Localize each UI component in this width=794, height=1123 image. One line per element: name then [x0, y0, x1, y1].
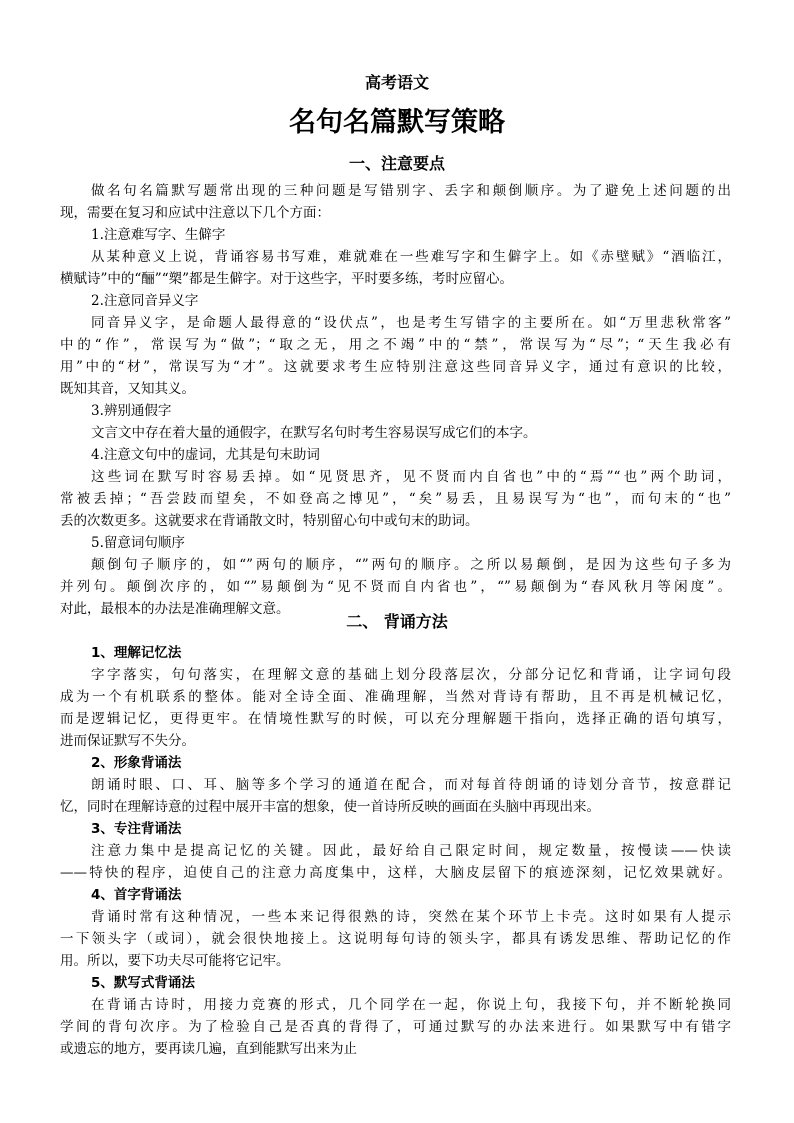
paragraph-line: 背诵时常有这种情况，一些本来记得很熟的诗，突然在某个环节上卡壳。这时如果有人提示	[91, 909, 731, 925]
paragraph-line: 进而保证默写不失分。	[60, 733, 195, 749]
method-heading: 2、形象背诵法	[91, 755, 182, 771]
method-heading: 4、首字背诵法	[91, 887, 182, 903]
paragraph-line: 既知其音，又知其义。	[60, 381, 195, 397]
paragraph-line: 注意力集中是提高记忆的关键。因此，最好给自己限定时间，规定数量，按慢读——快读	[91, 843, 731, 859]
paragraph-line: 学间的背句次序。为了检验自己是否真的背得了，可通过默写的办法来进行。如果默写中有错字	[60, 1019, 731, 1035]
subject-heading: 高考语文	[364, 73, 429, 92]
paragraph-line: 忆，同时在理解诗意的过程中展开丰富的想象，使一首诗所反映的画面在头脑中再现出来。	[60, 799, 600, 815]
paragraph-line: 对此，最根本的办法是准确理解文意。	[60, 601, 290, 617]
paragraph-line: 这些词在默写时容易丢掉。如“见贤思齐，见不贤而内自省也”中的“焉”“也”两个助词，	[91, 469, 731, 485]
item-heading: 5.留意词句顺序	[91, 535, 185, 551]
paragraph-line: 用”中的“材”，常误写为“才”。这就要求考生应特别注意这些同音异义字，通过有意识的比较，	[60, 359, 731, 375]
paragraph-line: 或遗忘的地方，要再读几遍，直到能默写出来为止	[60, 1041, 357, 1057]
paragraph-line: 丢的次数更多。这就要求在背诵散文时，特别留心句中或句末的助词。	[60, 513, 479, 529]
paragraph-line: 现，需要在复习和应试中注意以下几个方面：	[60, 205, 330, 221]
paragraph-line: 而是逻辑记忆，更得更牢。在情境性默写的时候，可以充分理解题干指向，选择正确的语句填写，	[60, 711, 731, 727]
method-heading: 1、理解记忆法	[91, 645, 182, 661]
paragraph-line: 文言文中存在着大量的通假字，在默写名句时考生容易误写成它们的本字。	[91, 425, 537, 441]
paragraph-line: 在背诵古诗时，用接力竞赛的形式，几个同学在一起，你说上句，我接下句，并不断轮换同	[91, 997, 731, 1013]
item-heading: 2.注意同音异义字	[91, 293, 199, 309]
paragraph-line: 做名句名篇默写题常出现的三种问题是写错别字、丢字和颠倒顺序。为了避免上述问题的出	[91, 183, 731, 199]
paragraph-line: 横赋诗”中的“酾”“槊”都是生僻字。对于这些字，平时要多练，考时应留心。	[60, 271, 514, 287]
paragraph-line: 同音异义字，是命题人最得意的“设伏点”，也是考生写错字的主要所在。如“万里悲秋常客”	[91, 315, 731, 331]
section-heading-2: 二、 背诵方法	[346, 612, 448, 631]
paragraph-line: 朗诵时眼、口、耳、脑等多个学习的通道在配合，而对每首待朗诵的诗划分音节，按意群记	[91, 777, 731, 793]
paragraph-line: 一下领头字（或词），就会很快地接上。这说明每句诗的领头字，都具有诱发思维、帮助记忆的作	[60, 931, 731, 947]
item-heading: 1.注意难写字、生僻字	[91, 227, 226, 243]
method-heading: 5、默写式背诵法	[91, 975, 195, 991]
paragraph-line: 从某种意义上说，背诵容易书写难，难就难在一些难写字和生僻字上。如《赤壁赋》“酒临江，	[91, 249, 731, 265]
item-heading: 3.辨别通假字	[91, 403, 172, 419]
item-heading: 4.注意文句中的虚词，尤其是句末助词	[91, 447, 320, 463]
paragraph-line: 中的“作”，常误写为“做”；“取之无，用之不竭”中的“禁”，常误写为“尽”；“天生我必有	[60, 337, 731, 353]
paragraph-line: 常被丢掉；“吾尝跂而望矣，不如登高之博见”，“矣”易丢，且易误写为“也”，而句末的“也”	[60, 491, 731, 507]
paragraph-line: 用。所以，要下功夫尽可能将它记牢。	[60, 953, 290, 969]
method-heading: 3、专注背诵法	[91, 821, 182, 837]
paragraph-line: 颠倒句子顺序的，如“”两句的顺序，“”两句的顺序。之所以易颠倒，是因为这些句子多为	[91, 557, 731, 573]
paragraph-line: 字字落实，句句落实，在理解文意的基础上划分段落层次，分部分记忆和背诵，让字词句段	[91, 667, 731, 683]
document-title: 名句名篇默写策略	[289, 107, 505, 138]
section-heading-1: 一、注意要点	[348, 154, 445, 173]
paragraph-line: 并列句。颠倒次序的，如“”易颠倒为“见不贤而自内省也”，“”易颠倒为“春风秋月等闲度”。	[60, 579, 731, 595]
paragraph-line: ——特快的程序，迫使自己的注意力高度集中，这样，大脑皮层留下的痕迹深刻，记忆效果就好。	[60, 865, 731, 881]
paragraph-line: 成为一个有机联系的整体。能对全诗全面、准确理解，当然对背诗有帮助，且不再是机械记忆，	[60, 689, 731, 705]
